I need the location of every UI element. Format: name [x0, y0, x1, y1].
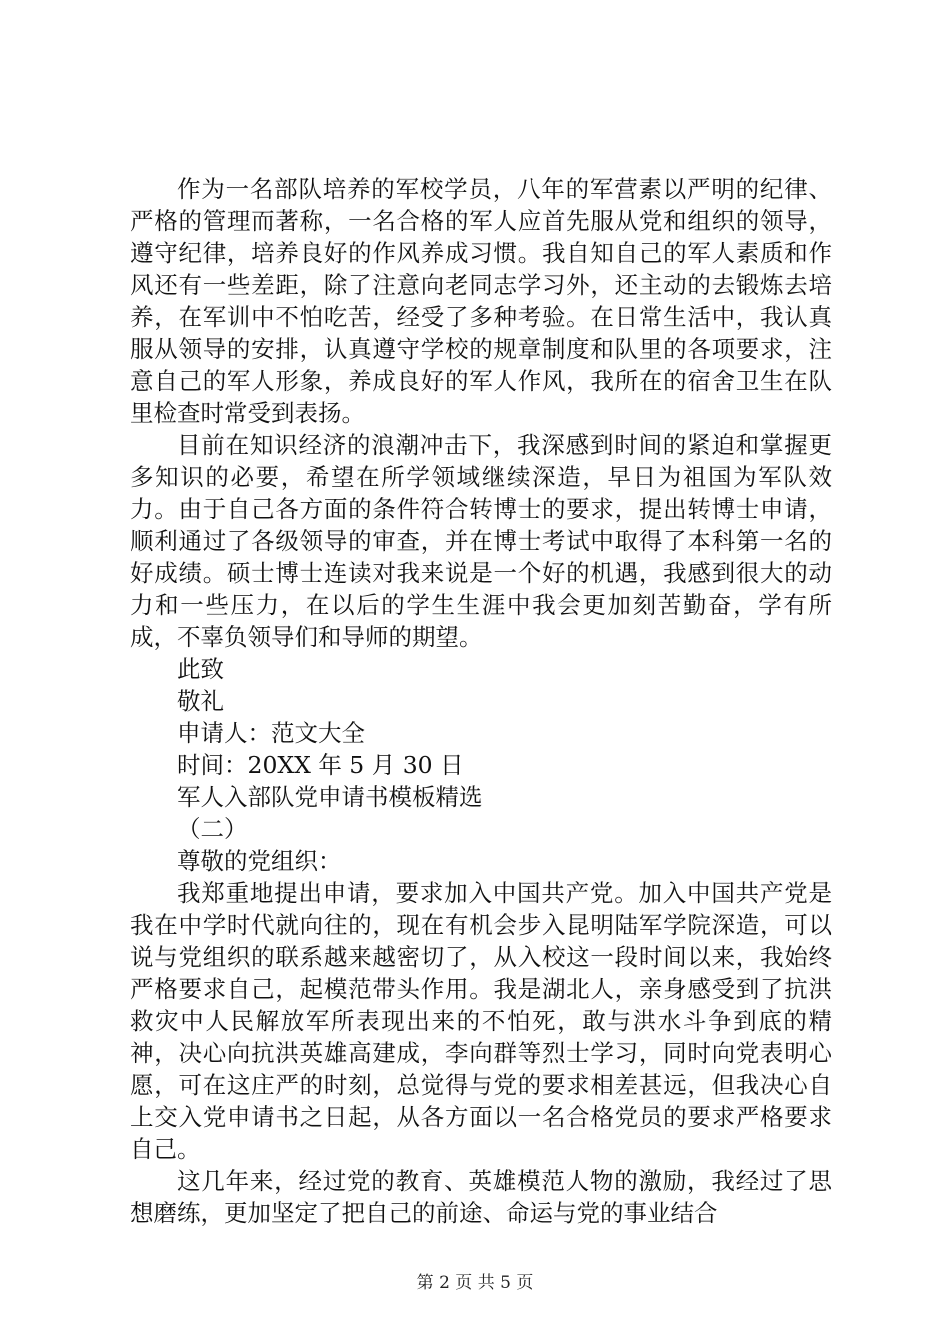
body-paragraph-2: 目前在知识经济的浪潮冲击下，我深感到时间的紧迫和掌握更多知识的必要，希望在所学领域继续深造，早日为祖国为军队效力。由于自己各方面的条件符合转博士的要求，提出转博士申请，顺利通过了各级领导的审查，并在博士考试中取得了本科第一名的好成绩。硕士博士连读对我来说是一个好的机遇，我感到很大的动力和一些压力，在以后的学生生涯中我会更加刻苦勤奋，学有所成，不辜负领导们和导师的期望。	[130, 431, 832, 651]
section-title: 军人入部队党申请书模板精选	[177, 783, 483, 811]
closing-jingli: 敬礼	[177, 687, 224, 715]
date-line: 时间：20XX 年 5 月 30 日	[177, 751, 464, 779]
applicant-line: 申请人：范文大全	[177, 719, 365, 747]
document-body	[130, 173, 832, 1229]
body-paragraph-3: 我郑重地提出申请，要求加入中国共产党。加入中国共产党是我在中学时代就向往的，现在有机会步入昆明陆军学院深造，可以说与党组织的联系越来越密切了，从入校这一段时间以来，我始终严格要求自己，起模范带头作用。我是湖北人，亲身感受到了抗洪救灾中人民解放军所表现出来的不怕死，敢与洪水斗争到底的精神，决心向抗洪英雄高建成，李向群等烈士学习，同时向党表明心愿，可在这庄严的时刻，总觉得与党的要求相差甚远，但我决心自上交入党申请书之日起，从各方面以一名合格党员的要求严格要求自己。	[130, 879, 832, 1163]
body-paragraph-1: 作为一名部队培养的军校学员，八年的军营素以严明的纪律、严格的管理而著称，一名合格的军人应首先服从党和组织的领导，遵守纪律，培养良好的作风养成习惯。我自知自己的军人素质和作风还有一些差距，除了注意向老同志学习外，还主动的去锻炼去培养，在军训中不怕吃苦，经受了多种考验。在日常生活中，我认真服从领导的安排，认真遵守学校的规章制度和队里的各项要求，注意自己的军人形象，养成良好的军人作风，我所在的宿舍卫生在队里检查时常受到表扬。	[130, 175, 832, 427]
section-number: （二）	[177, 815, 248, 843]
closing-cizhi: 此致	[177, 655, 224, 683]
page-number-footer: 第 2 页 共 5 页	[416, 1273, 534, 1293]
salutation: 尊敬的党组织：	[177, 847, 342, 875]
body-paragraph-4: 这几年来，经过党的教育、英雄模范人物的激励，我经过了思想磨练，更加坚定了把自己的前途、命运与党的事业结合	[130, 1167, 832, 1227]
